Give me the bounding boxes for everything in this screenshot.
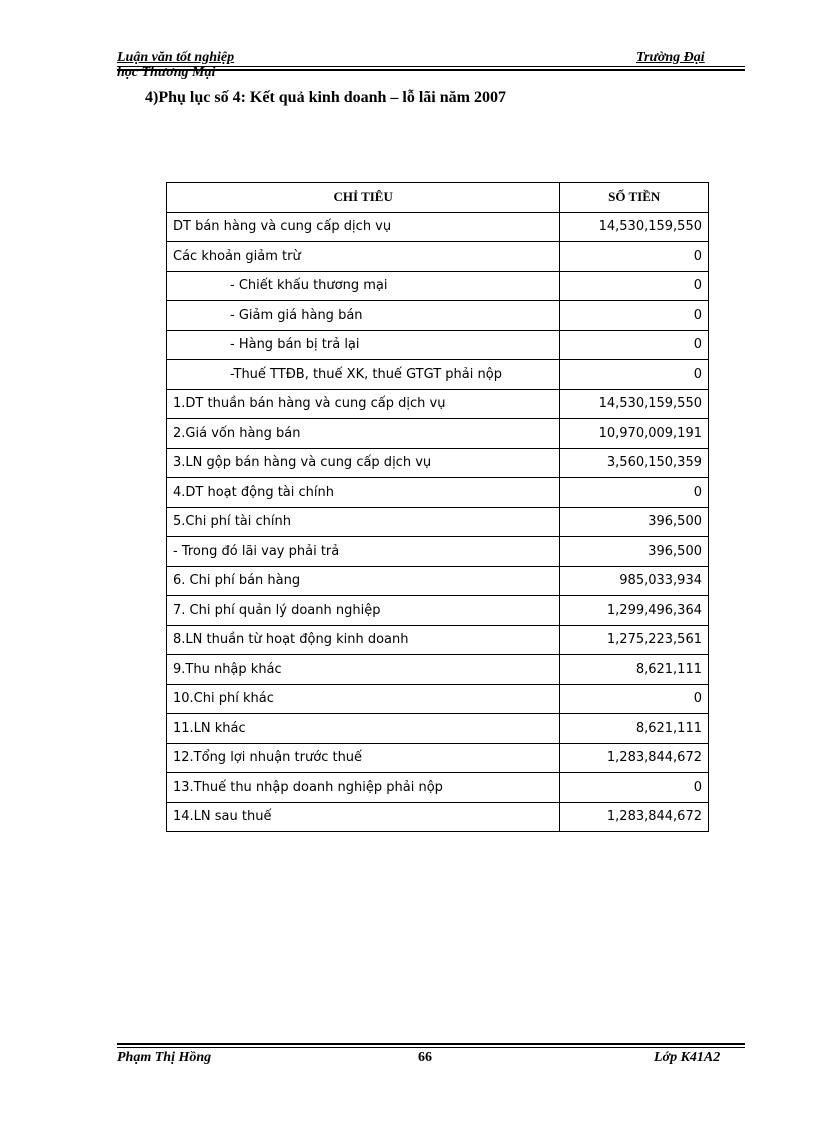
row-amount: 0 (560, 242, 709, 272)
section-title: 4)Phụ lục số 4: Kết quả kinh doanh – lỗ lãi năm 2007 (145, 89, 506, 106)
row-amount: 8,621,111 (560, 714, 709, 744)
row-amount: 1,283,844,672 (560, 743, 709, 773)
table-row (167, 478, 709, 508)
column-header-criteria: CHỈ TIÊU (167, 183, 560, 213)
row-label: 3.LN gộp bán hàng và cung cấp dịch vụ (167, 448, 560, 478)
row-label: DT bán hàng và cung cấp dịch vụ (167, 212, 560, 242)
row-label: 14.LN sau thuế (167, 802, 560, 832)
header-rule-thick (117, 69, 745, 71)
row-amount: 1,299,496,364 (560, 596, 709, 626)
table-row (167, 419, 709, 449)
table-row (167, 773, 709, 803)
table-row (167, 389, 709, 419)
footer-class: Lớp K41A2 (654, 1050, 721, 1065)
table-row (167, 537, 709, 567)
row-amount: 0 (560, 360, 709, 390)
row-amount: 8,621,111 (560, 655, 709, 685)
row-label: 10.Chi phí khác (167, 684, 560, 714)
row-label: 12.Tổng lợi nhuận trước thuế (167, 743, 560, 773)
table-row (167, 507, 709, 537)
table-row (167, 714, 709, 744)
table-row (167, 271, 709, 301)
row-label: 7. Chi phí quản lý doanh nghiệp (167, 596, 560, 626)
row-amount: 0 (560, 773, 709, 803)
row-label: Các khoản giảm trừ (167, 242, 560, 272)
table-row (167, 448, 709, 478)
row-label: 5.Chi phí tài chính (167, 507, 560, 537)
row-amount: 10,970,009,191 (560, 419, 709, 449)
row-amount: 0 (560, 478, 709, 508)
running-header-left (117, 50, 234, 80)
row-label: -Thuế TTĐB, thuế XK, thuế GTGT phải nộp (167, 360, 560, 390)
row-label: 4.DT hoạt động tài chính (167, 478, 560, 508)
page-number: 66 (418, 1050, 432, 1065)
row-label: - Giảm giá hàng bán (167, 301, 560, 331)
table-row (167, 684, 709, 714)
row-label: 8.LN thuần từ hoạt động kinh doanh (167, 625, 560, 655)
row-label: 9.Thu nhập khác (167, 655, 560, 685)
header-thesis-label: Luận văn tốt nghiệp (117, 50, 235, 65)
table-row (167, 743, 709, 773)
row-label: 13.Thuế thu nhập doanh nghiệp phải nộp (167, 773, 560, 803)
table-row (167, 566, 709, 596)
row-label: 2.Giá vốn hàng bán (167, 419, 560, 449)
table-row (167, 655, 709, 685)
row-amount: 1,283,844,672 (560, 802, 709, 832)
table-row (167, 212, 709, 242)
header-rule-thin (117, 66, 745, 67)
column-header-amount: SỐ TIỀN (560, 183, 709, 213)
header-university-continuation: học Thương Mại (117, 65, 216, 80)
row-amount: 0 (560, 684, 709, 714)
row-amount: 1,275,223,561 (560, 625, 709, 655)
table-header-row (167, 183, 709, 213)
row-label: 6. Chi phí bán hàng (167, 566, 560, 596)
row-amount: 14,530,159,550 (560, 389, 709, 419)
header-university-label: Trường Đại (636, 50, 705, 65)
row-amount: 0 (560, 271, 709, 301)
table-row (167, 242, 709, 272)
row-amount: 985,033,934 (560, 566, 709, 596)
row-label: 11.LN khác (167, 714, 560, 744)
row-amount: 3,560,150,359 (560, 448, 709, 478)
table-row (167, 625, 709, 655)
row-amount: 396,500 (560, 537, 709, 567)
row-amount: 14,530,159,550 (560, 212, 709, 242)
row-label: - Hàng bán bị trả lại (167, 330, 560, 360)
table-row (167, 330, 709, 360)
row-label: - Chiết khấu thương mại (167, 271, 560, 301)
row-label: - Trong đó lãi vay phải trả (167, 537, 560, 567)
row-amount: 396,500 (560, 507, 709, 537)
table-row (167, 596, 709, 626)
row-amount: 0 (560, 330, 709, 360)
footer-rule-thick (117, 1043, 745, 1045)
table-row (167, 360, 709, 390)
row-amount: 0 (560, 301, 709, 331)
business-results-table (166, 182, 709, 832)
row-label: 1.DT thuần bán hàng và cung cấp dịch vụ (167, 389, 560, 419)
footer-author: Phạm Thị Hồng (117, 1050, 212, 1065)
table-row (167, 301, 709, 331)
footer-rule-thin (117, 1047, 745, 1048)
table-row (167, 802, 709, 832)
